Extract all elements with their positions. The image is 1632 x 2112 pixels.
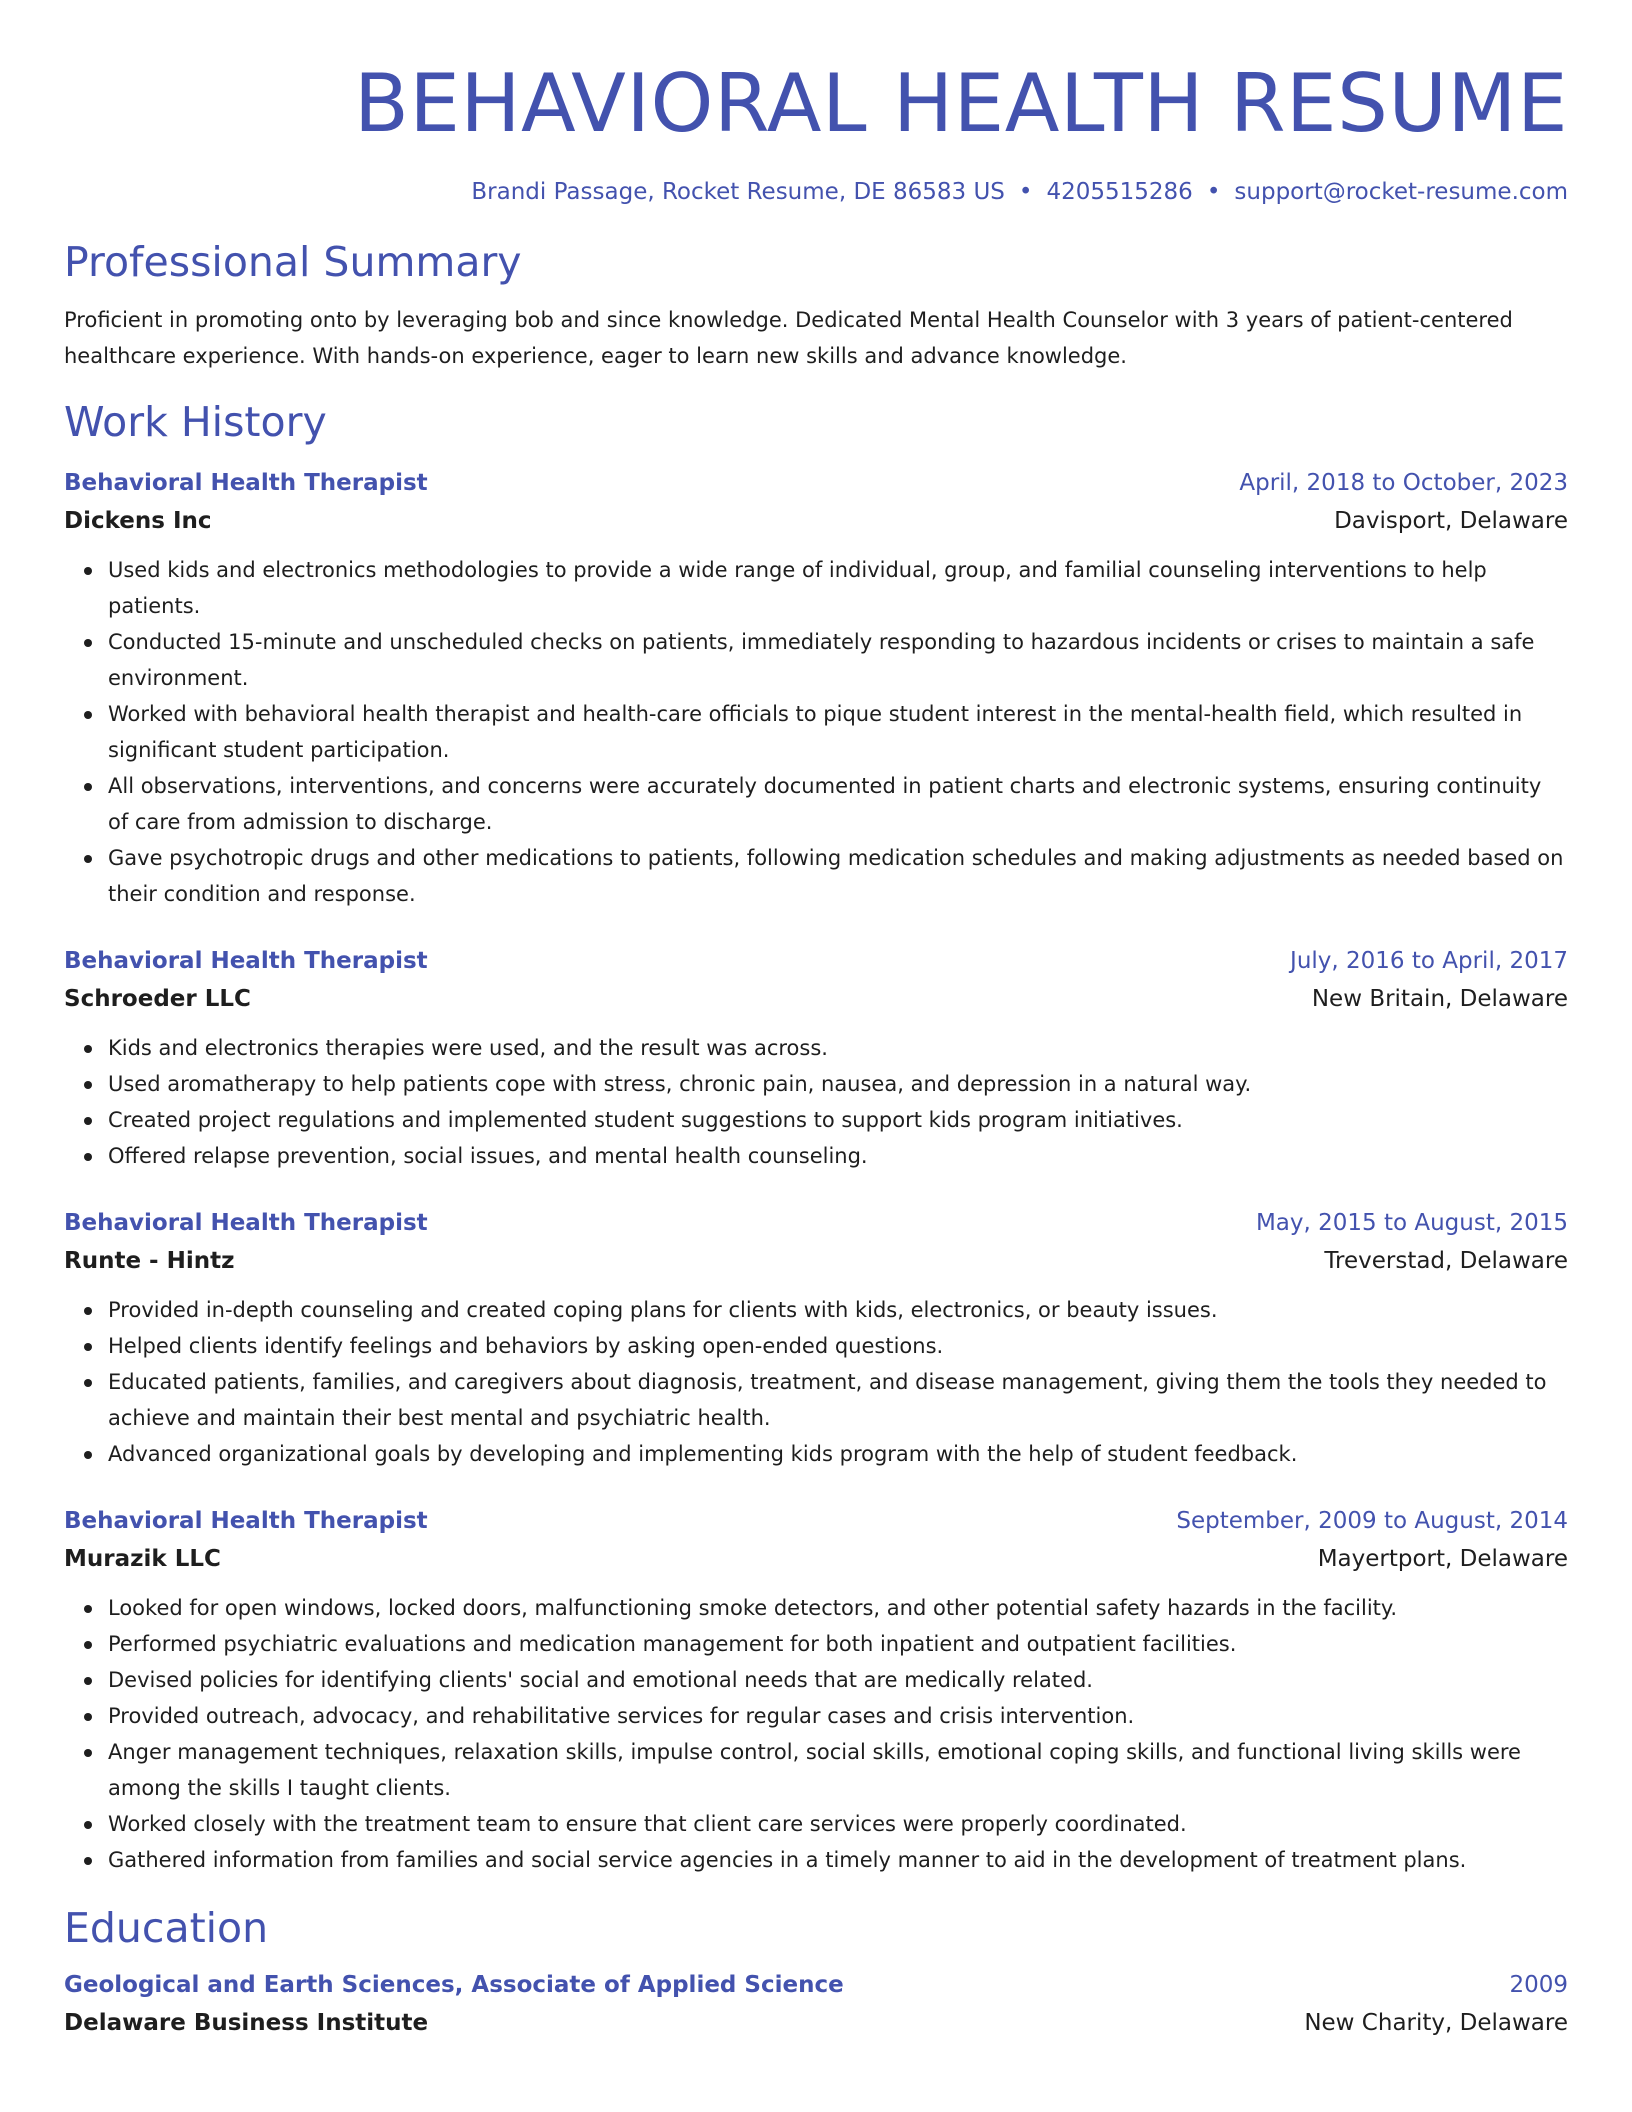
job-location: Mayertport, Delaware: [1317, 1546, 1568, 1572]
job-dates: July, 2016 to April, 2017: [1290, 948, 1568, 974]
contact-phone: 4205515286: [1046, 179, 1193, 205]
job-location: Davisport, Delaware: [1334, 508, 1568, 534]
job-bullet: Worked closely with the treatment team to ensure that client care services were properly coordinated.: [108, 1806, 1568, 1842]
job-company: Schroeder LLC: [64, 986, 251, 1012]
job-bullet: Used aromatherapy to help patients cope with stress, chronic pain, nausea, and depression in a natural way.: [108, 1066, 1568, 1102]
contact-separator: •: [1206, 179, 1221, 205]
education-degree: Geological and Earth Sciences, Associate of Applied Science: [64, 1972, 844, 1998]
education-school: Delaware Business Institute: [64, 2010, 429, 2036]
job-company-row: [64, 1242, 1568, 1280]
job-bullet: Anger management techniques, relaxation skills, impulse control, social skills, emotional coping skills, and functional living skills were among the skills I taught clients.: [108, 1734, 1568, 1806]
resume-title: BEHAVIORAL HEALTH RESUME: [353, 57, 1568, 150]
job-location: New Britain, Delaware: [1311, 986, 1568, 1012]
job-company: Murazik LLC: [64, 1546, 221, 1572]
job-bullet: Conducted 15-minute and unscheduled checks on patients, immediately responding to hazardous incidents or crises to maintain a safe environment.: [108, 624, 1568, 696]
job-dates: September, 2009 to August, 2014: [1176, 1508, 1568, 1534]
job-bullets: [64, 1030, 1568, 1174]
job-company-row: [64, 1540, 1568, 1578]
education-year: 2009: [1509, 1972, 1568, 1998]
education-entry: [64, 1966, 1568, 2042]
contact-line: [64, 176, 1568, 208]
job-header-row: [64, 1502, 1568, 1540]
job-header-row: [64, 1204, 1568, 1242]
job-company: Runte - Hintz: [64, 1248, 235, 1274]
job-dates: May, 2015 to August, 2015: [1255, 1210, 1568, 1236]
job-bullet: Offered relapse prevention, social issues, and mental health counseling.: [108, 1138, 1568, 1174]
job-company-row: [64, 502, 1568, 540]
job-entry: [64, 942, 1568, 1174]
job-bullet: Created project regulations and implemented student suggestions to support kids program initiatives.: [108, 1102, 1568, 1138]
job-bullet: Provided in-depth counseling and created coping plans for clients with kids, electronics, or beauty issues.: [108, 1292, 1568, 1328]
education-header-row: [64, 1966, 1568, 2004]
job-bullets: [64, 1292, 1568, 1472]
job-bullet: Worked with behavioral health therapist and health-care officials to pique student interest in the mental-health field, which resulted in significant student participation.: [108, 696, 1568, 768]
job-company: Dickens Inc: [64, 508, 212, 534]
work-history-heading: Work History: [64, 398, 327, 446]
job-entry: [64, 1204, 1568, 1472]
job-bullet: Performed psychiatric evaluations and medication management for both inpatient and outpatient facilities.: [108, 1626, 1568, 1662]
contact-separator: •: [1018, 179, 1033, 205]
job-title: Behavioral Health Therapist: [64, 1210, 428, 1236]
job-bullet: Gathered information from families and social service agencies in a timely manner to aid in the development of treatment plans.: [108, 1842, 1568, 1878]
job-title: Behavioral Health Therapist: [64, 1508, 428, 1534]
job-bullets: [64, 552, 1568, 912]
job-header-row: [64, 942, 1568, 980]
education-school-row: [64, 2004, 1568, 2042]
job-bullet: Advanced organizational goals by developing and implementing kids program with the help of student feedback.: [108, 1436, 1568, 1472]
job-bullet: Looked for open windows, locked doors, malfunctioning smoke detectors, and other potential safety hazards in the facility.: [108, 1590, 1568, 1626]
education-heading: Education: [64, 1904, 269, 1952]
job-bullet: Gave psychotropic drugs and other medications to patients, following medication schedules and making adjustments as needed based on their condition and response.: [108, 840, 1568, 912]
job-bullets: [64, 1590, 1568, 1878]
job-entry: [64, 464, 1568, 912]
job-title: Behavioral Health Therapist: [64, 470, 428, 496]
job-entry: [64, 1502, 1568, 1878]
job-bullet: Helped clients identify feelings and behaviors by asking open-ended questions.: [108, 1328, 1568, 1364]
summary-text: Proficient in promoting onto by leveraging bob and since knowledge. Dedicated Mental Health Counselor with 3 years of patient-centered healthcare experience. With hands-on experience, eager to learn new skills and advance knowledge.: [64, 308, 1513, 368]
summary-heading: Professional Summary: [64, 238, 522, 286]
job-bullet: Kids and electronics therapies were used, and the result was across.: [108, 1030, 1568, 1066]
education-location: New Charity, Delaware: [1304, 2010, 1568, 2036]
job-bullet: All observations, interventions, and concerns were accurately documented in patient charts and electronic systems, ensuring continuity of care from admission to discharge.: [108, 768, 1568, 840]
job-bullet: Devised policies for identifying clients' social and emotional needs that are medically related.: [108, 1662, 1568, 1698]
job-bullet: Educated patients, families, and caregivers about diagnosis, treatment, and disease management, giving them the tools they needed to achieve and maintain their best mental and psychiatric health.: [108, 1364, 1568, 1436]
contact-address: Brandi Passage, Rocket Resume, DE 86583 US: [471, 179, 1005, 205]
job-location: Treverstad, Delaware: [1324, 1248, 1568, 1274]
contact-email: support@rocket-resume.com: [1234, 179, 1568, 205]
job-bullet: Used kids and electronics methodologies to provide a wide range of individual, group, and familial counseling interventions to help patients.: [108, 552, 1568, 624]
job-header-row: [64, 464, 1568, 502]
resume-page: [64, 0, 1568, 2042]
job-company-row: [64, 980, 1568, 1018]
job-dates: April, 2018 to October, 2023: [1239, 470, 1568, 496]
job-title: Behavioral Health Therapist: [64, 948, 428, 974]
job-bullet: Provided outreach, advocacy, and rehabilitative services for regular cases and crisis intervention.: [108, 1698, 1568, 1734]
